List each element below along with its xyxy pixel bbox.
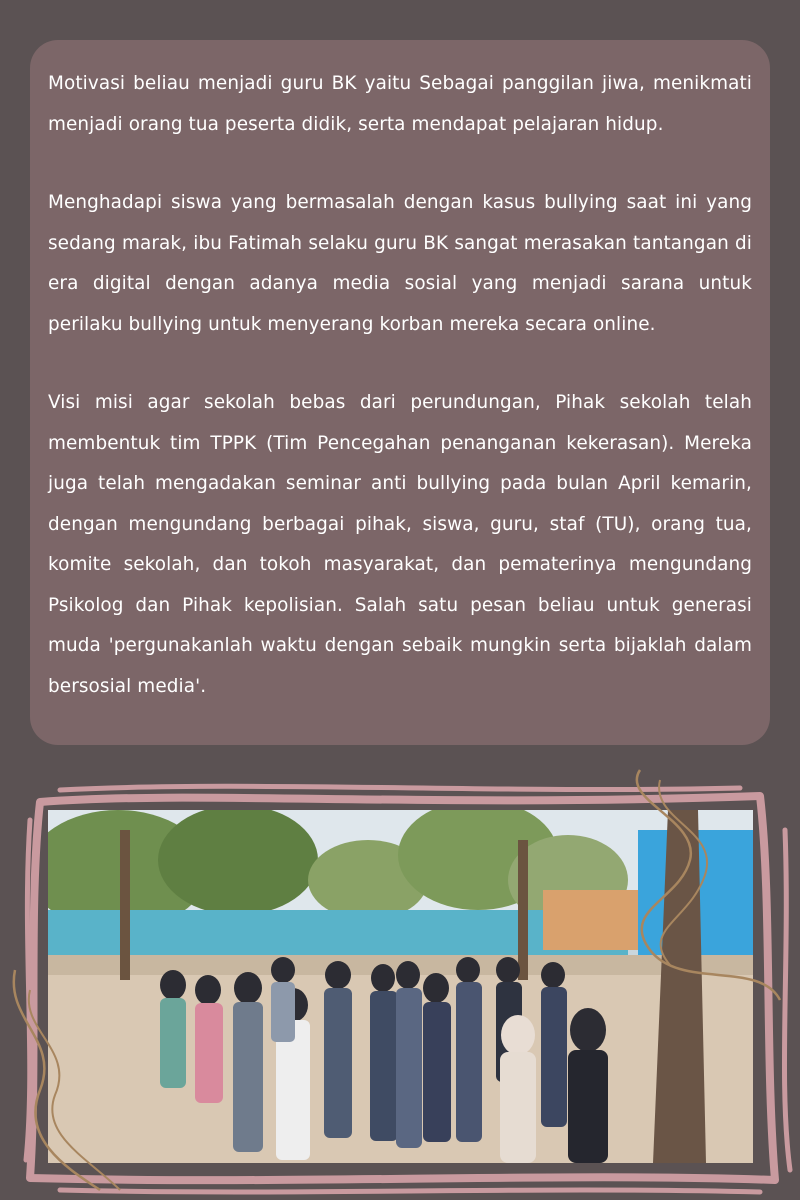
text-card [30, 40, 770, 745]
photo-section [0, 760, 800, 1200]
paragraph-vision: Visi misi agar sekolah bebas dari perundungan, Pihak sekolah telah membentuk tim TPPK (Tim Pencegahan penanganan kekerasan). Mereka juga telah mengadakan seminar anti bullying pada bulan April kemarin, dengan mengundang berbagai pihak, siswa, guru, staf (TU), orang tua, komite sekolah, dan tokoh masyarakat, dan pematerinya mengundang Psikolog dan Pihak kepolisian. Salah satu pesan beliau untuk generasi muda 'pergunakanlah waktu dengan sebaik mungkin serta bijaklah dalam bersosial media'. [48, 392, 752, 697]
paragraph-motivation: Motivasi beliau menjadi guru BK yaitu Sebagai panggilan jiwa, menikmati menjadi orang tua peserta didik, serta mendapat pelajaran hidup. [48, 73, 752, 135]
decorative-frame [0, 760, 800, 1200]
paragraph-challenges: Menghadapi siswa yang bermasalah dengan kasus bullying saat ini yang sedang marak, ibu Fatimah selaku guru BK sangat merasakan tantangan di era digital dengan adanya media sosial yang menjadi sarana untuk perilaku bullying untuk menyerang korban mereka secara online. [48, 192, 752, 335]
